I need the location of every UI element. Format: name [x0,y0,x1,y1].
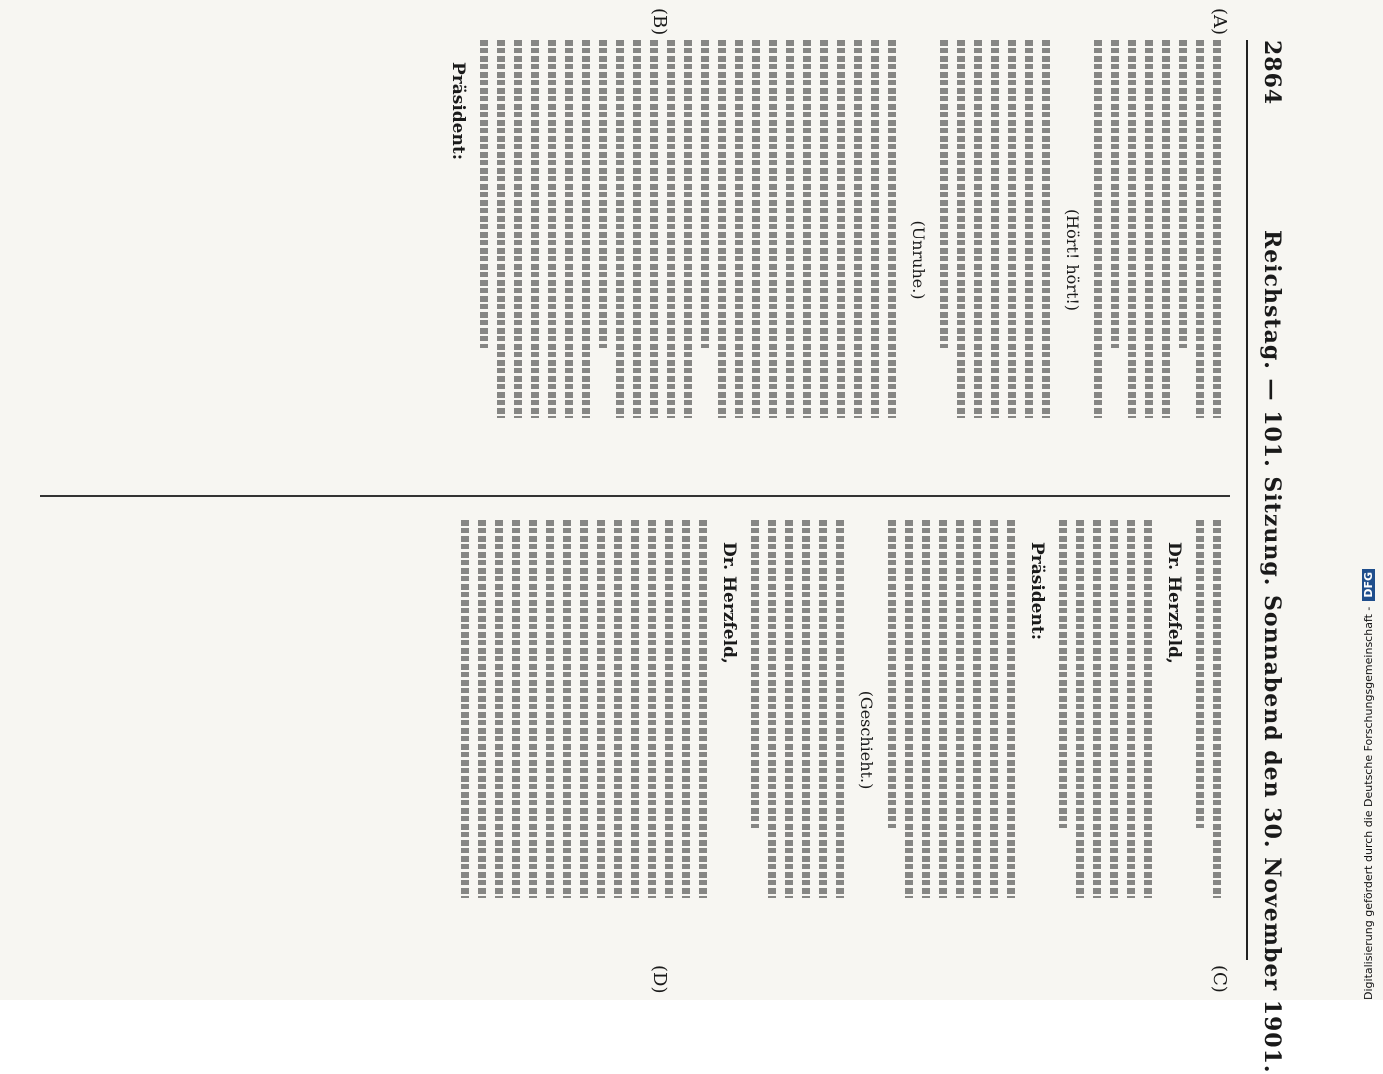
text-line [973,520,981,898]
text-line [957,40,965,418]
text-line [1094,40,1102,418]
text-line [648,520,656,898]
text-line [854,40,862,418]
dfg-logo: DFG [1362,569,1375,601]
margin-letter-c: (C) [1209,965,1230,993]
text-line [769,40,777,418]
text-line [580,520,588,898]
text-line [1059,520,1067,828]
text-line [1110,520,1118,898]
stage-direction: (Geschieht.) [857,690,876,790]
text-line [478,520,486,898]
text-line [786,40,794,418]
text-line [1093,520,1101,898]
text-line [512,520,520,898]
text-line [735,40,743,418]
text-line [631,520,639,898]
text-line [531,40,539,418]
text-line [546,520,554,898]
text-line [939,520,947,898]
text-line [529,520,537,898]
text-column-right [452,520,1230,960]
speaker-label: Dr. Herzfeld, [1164,542,1184,664]
digitization-credit [1362,569,1375,1000]
text-line [461,520,469,898]
margin-letter-d: (D) [649,965,670,994]
text-line [667,40,675,418]
text-line [802,520,810,898]
text-line [785,520,793,898]
text-line [701,40,709,348]
text-line [837,40,845,418]
text-line [820,40,828,418]
text-line [871,40,879,418]
text-line [1196,520,1204,828]
text-line [1042,40,1050,418]
text-line [684,40,692,418]
stage-direction: (Unruhe.) [909,220,928,300]
text-line [974,40,982,418]
text-line [990,520,998,898]
text-line [497,40,505,418]
text-line [991,40,999,418]
text-line [1179,40,1187,348]
text-line [495,520,503,898]
stage-direction: (Hört! hört!) [1063,208,1082,312]
text-line [922,520,930,898]
text-line [888,40,896,418]
text-line [682,520,690,898]
text-line [565,40,573,418]
text-line [1145,40,1153,418]
text-line [548,40,556,418]
text-line [1213,40,1221,418]
text-line [563,520,571,898]
text-line [514,40,522,418]
text-line [888,520,896,828]
text-line [582,40,590,418]
text-line [819,520,827,898]
text-line [803,40,811,418]
speaker-label: Präsident: [1027,542,1047,640]
text-line [1111,40,1119,348]
text-line [665,520,673,898]
text-line [599,40,607,348]
text-line [597,520,605,898]
speaker-label: Dr. Herzfeld, [719,542,739,664]
text-line [956,520,964,898]
text-line [751,520,759,828]
text-line [836,520,844,898]
text-line [480,40,488,348]
page-title: Reichstag. — 101. Sitzung. Sonnabend den 30. November 1901. [1259,230,1285,1074]
credit-text: Digitalisierung gefördert durch die Deutsche Forschungsgemeinschaft - [1362,606,1375,1000]
margin-letter-a: (A) [1209,8,1230,36]
text-line [1025,40,1033,418]
text-line [905,520,913,898]
text-line [940,40,948,348]
text-line [699,520,707,898]
text-line [1076,520,1084,898]
text-line [633,40,641,418]
text-line [616,40,624,418]
text-line [1196,40,1204,418]
text-line [650,40,658,418]
text-line [1144,520,1152,898]
text-line [614,520,622,898]
text-line [1162,40,1170,418]
header-rule [1246,40,1248,960]
margin-letter-b: (B) [649,8,670,36]
text-line [1128,40,1136,418]
text-line [718,40,726,418]
text-line [1213,520,1221,898]
text-line [1007,520,1015,898]
text-column-left [441,40,1230,480]
column-rule [40,495,1230,497]
text-line [768,520,776,898]
speaker-label: Präsident: [448,62,468,160]
text-line [1008,40,1016,418]
text-line [1127,520,1135,898]
page-number: 2864 [1259,40,1285,106]
running-header [1245,40,1285,1074]
text-line [752,40,760,418]
